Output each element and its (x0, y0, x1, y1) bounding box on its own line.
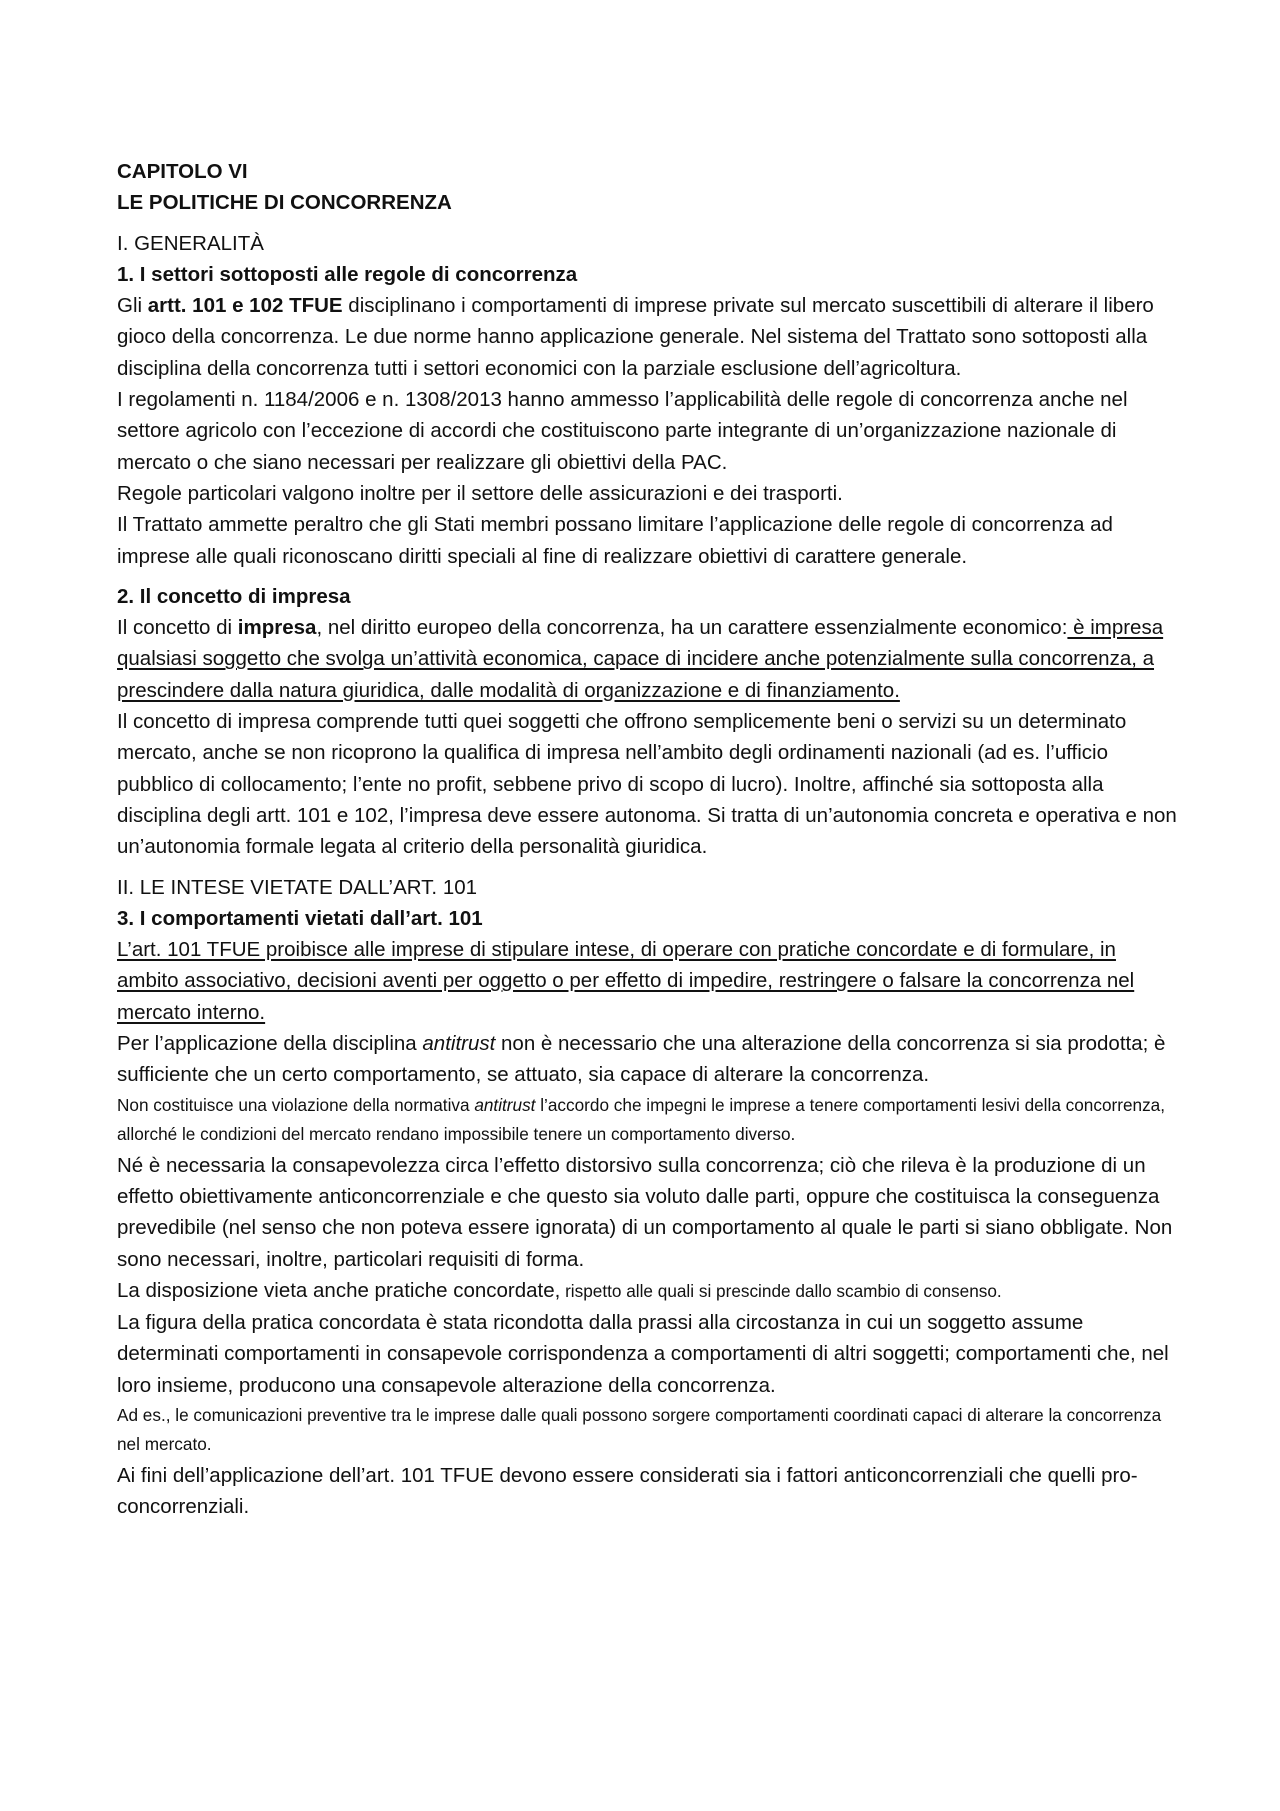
section-3-title: 3. I comportamenti vietati dall’art. 101 (117, 906, 483, 930)
section-3-paragraph-2: Per l’applicazione della disciplina antitrust non è necessario che una alterazione della concorrenza si sia prodotta; è sufficiente che un certo comportamento, se attuato, sia capace di alterare la concorrenza. (117, 1032, 1166, 1087)
section-3-paragraph-1: L’art. 101 TFUE proibisce alle imprese di stipulare intese, di operare con pratiche concordate e di formulare, in ambito associativo, decisioni aventi per oggetto o per effetto di impedire, restringere o falsare la concorrenza nel mercato interno. (117, 938, 1135, 1024)
section-3-paragraph-7: Ad es., le comunicazioni preventive tra le imprese dalle quali possono sorgere comportamenti coordinati capaci di alterare la concorrenza nel mercato. (117, 1404, 1162, 1455)
section-3-paragraph-8: Ai fini dell’applicazione dell’art. 101 TFUE devono essere considerati sia i fattori anticoncorrenziali che quelli pro-concorrenziali. (117, 1463, 1138, 1519)
section-3-paragraph-4: Né è necessaria la consapevolezza circa l’effetto distorsivo sulla concorrenza; ciò che rileva è la produzione di un effetto obiettivamente anticoncorrenziale e che questo sia voluto dalle parti, oppure che costituisca la conseguenza prevedibile (nel senso che non poteva essere ignorata) di un comportamento al quale le parti si siano obbligate. Non sono necessari, inoltre, particolari requisiti di forma. (117, 1153, 1173, 1271)
section-3-paragraph-3: Non costituisce una violazione della normativa antitrust l’accordo che impegni le imprese a tenere comportamenti lesivi della concorrenza, allorché le condizioni del mercato rendano impossibile tenere un comportamento diverso. (117, 1094, 1166, 1145)
section-1-paragraph-1: Gli artt. 101 e 102 TFUE disciplinano i comportamenti di imprese private sul mercato suscettibili di alterare il libero gioco della concorrenza. Le due norme hanno applicazione generale. Nel sistema del Trattato sono sottoposti alla disciplina della concorrenza tutti i settori economici con la parziale esclusione dell’agricoltura. (117, 294, 1154, 380)
section-1-paragraph-2: I regolamenti n. 1184/2006 e n. 1308/2013 hanno ammesso l’applicabilità delle regole di concorrenza anche nel settore agricolo con l’eccezione di accordi che costituiscono parte integrante di un’organizzazione nazionale di mercato o che siano necessari per realizzare gli obiettivi della PAC. (117, 388, 1128, 474)
section-1-title: 1. I settori sottoposti alle regole di concorrenza (117, 262, 578, 286)
section-3-paragraph-6: La figura della pratica concordata è stata ricondotta dalla prassi alla circostanza in cui un soggetto assume determinati comportamenti in consapevole corrispondenza a comportamenti di altri soggetti; comportamenti che, nel loro insieme, producono una consapevole alterazione della concorrenza. (117, 1311, 1169, 1397)
part-heading-generalita: I. GENERALITÀ (117, 231, 264, 255)
section-1-paragraph-4: Il Trattato ammette peraltro che gli Stati membri possano limitare l’applicazione delle regole di concorrenza ad imprese alle quali riconoscano diritti speciali al fine di realizzare obiettivi di carattere generale. (117, 513, 1113, 568)
section-3-paragraph-5: La disposizione vieta anche pratiche concordate, rispetto alle quali si prescinde dallo scambio di consenso. (117, 1278, 1002, 1302)
section-2-title: 2. Il concetto di impresa (117, 584, 351, 608)
chapter-number: CAPITOLO VI (117, 160, 248, 183)
section-1-paragraph-3: Regole particolari valgono inoltre per il settore delle assicurazioni e dei trasporti. (117, 481, 843, 505)
section-2-paragraph-2: Il concetto di impresa comprende tutti quei soggetti che offrono semplicemente beni o servizi su un determinato mercato, anche se non ricoprono la qualifica di impresa nell’ambito degli ordinamenti nazionali (ad es. l’ufficio pubblico di collocamento; l’ente no profit, sebbene privo di scopo di lucro). Inoltre, affinché sia sottoposta alla disciplina degli artt. 101 e 102, l’impresa deve essere autonoma. Si tratta di un’autonomia concreta e operativa e non un’autonomia formale legata al criterio della personalità giuridica. (117, 710, 1177, 859)
section-2-paragraph-1: Il concetto di impresa, nel diritto europeo della concorrenza, ha un carattere essenzialmente economico: è impresa qualsiasi soggetto che svolga un’attività economica, capace di incidere anche potenzialmente sulla concorrenza, a prescindere dalla natura giuridica, dalle modalità di organizzazione e di finanziamento. (117, 616, 1164, 702)
chapter-title: LE POLITICHE DI CONCORRENZA (117, 191, 452, 215)
document-page (117, 156, 1180, 1523)
underlined-definition: è impresa qualsiasi soggetto che svolga un’attività economica, capace di incidere anche potenzialmente sulla concorrenza, a prescindere dalla natura giuridica, dalle modalità di organizzazione e di finanziamento. (117, 616, 1164, 702)
part-heading-intese: II. LE INTESE VIETATE DALL’ART. 101 (117, 875, 478, 899)
